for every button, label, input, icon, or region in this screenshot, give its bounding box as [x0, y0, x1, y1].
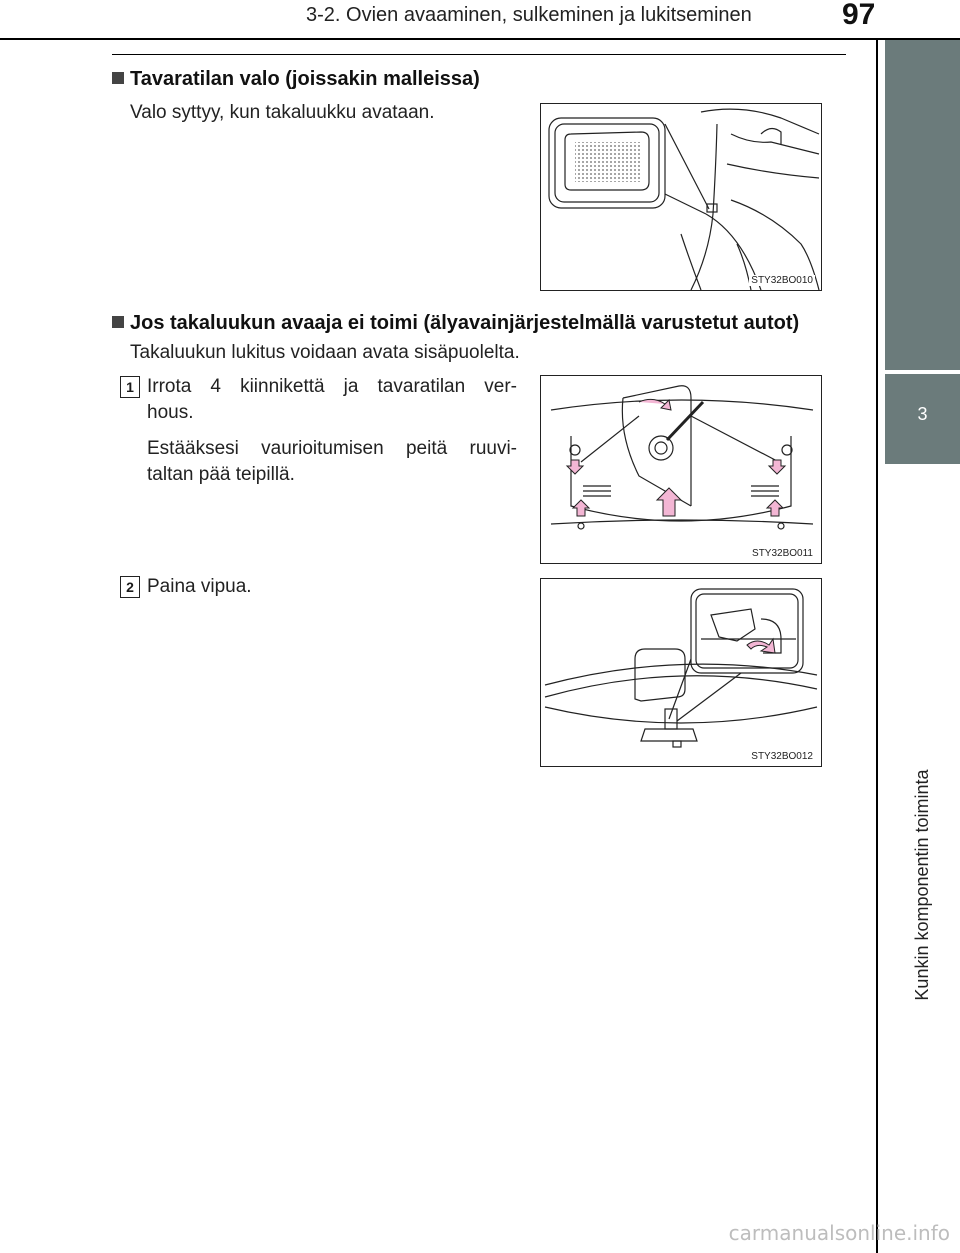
step-1-note1: Estääksesi vaurioitumisen peitä ruuvi-	[147, 438, 517, 459]
step-1-note2: taltan pää teipillä.	[147, 464, 295, 485]
side-tab-label	[908, 710, 936, 1010]
figure-code: STY32BO012	[751, 751, 813, 762]
step-2-text: Paina vipua.	[147, 576, 252, 597]
page-number: 97	[842, 0, 876, 31]
section-text: Valo syttyy, kun takaluukku avataan.	[130, 102, 435, 123]
step-1-line2: hous.	[147, 402, 194, 423]
figure-lever	[540, 578, 822, 767]
step-1-text	[147, 374, 517, 488]
chapter-number: 3	[917, 404, 928, 424]
side-rule	[876, 40, 878, 1253]
section-heading-text: Tavaratilan valo (joissakin malleissa)	[130, 68, 480, 90]
chapter-label: Kunkin komponentin toiminta	[912, 769, 932, 1001]
bullet-square-icon	[112, 72, 124, 84]
watermark: carmanualsonline.info	[728, 1221, 950, 1245]
figure-code: STY32BO010	[751, 275, 813, 286]
header-rule	[0, 38, 960, 40]
trim-removal-illustration	[541, 376, 821, 563]
cargo-light-illustration	[541, 104, 821, 290]
section-text: Takaluukun lukitus voidaan avata sisäpuolelta.	[130, 342, 520, 363]
side-tab-chapter	[885, 374, 960, 464]
lever-illustration	[541, 579, 821, 766]
bullet-square-icon	[112, 316, 124, 328]
side-tab-top	[885, 40, 960, 370]
content-rule	[112, 54, 846, 55]
section-heading-text: Jos takaluukun avaaja ei toimi (älyavainjärjestelmällä varustetut autot)	[130, 312, 800, 334]
step-1-line1: Irrota 4 kiinnikettä ja tavaratilan ver-	[147, 376, 517, 397]
section-heading-cargo-light	[112, 68, 480, 91]
figure-trim-removal	[540, 375, 822, 564]
chapter-title: 3-2. Ovien avaaminen, sulkeminen ja lukitseminen	[306, 4, 752, 26]
figure-code: STY32BO011	[752, 548, 813, 559]
figure-cargo-light	[540, 103, 822, 291]
step-number-2: 2	[120, 576, 140, 598]
section-heading-opener	[112, 312, 799, 335]
step-number-1: 1	[120, 376, 140, 398]
